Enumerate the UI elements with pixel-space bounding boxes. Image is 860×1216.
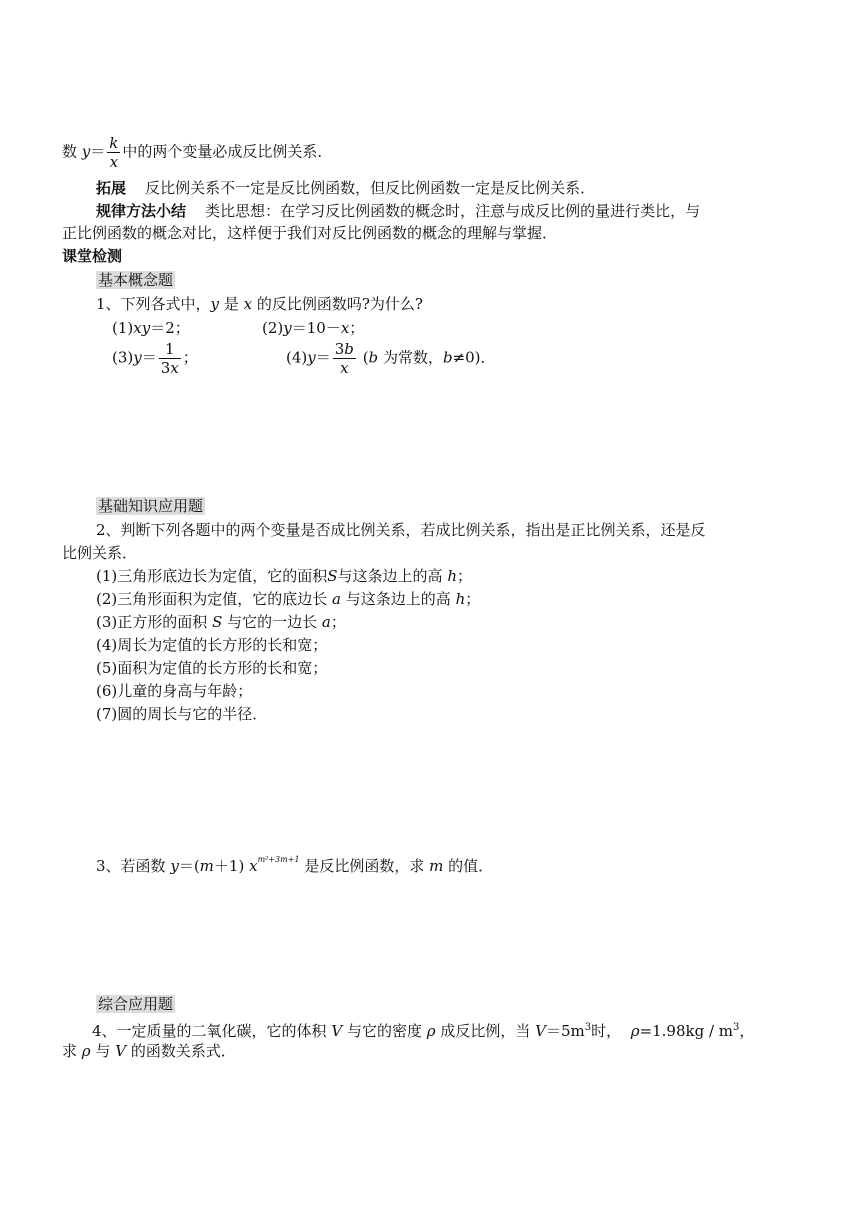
q3-end: 的值． xyxy=(448,857,494,875)
section-heading-application: 基础知识应用题 xyxy=(98,497,204,515)
question-4-line-2 xyxy=(62,1041,236,1061)
q4-text: 求 xyxy=(62,1042,78,1060)
var-rho: ρ xyxy=(630,1022,640,1040)
var-y: y xyxy=(283,319,292,337)
q4-value: ＝5m xyxy=(546,1022,585,1040)
den-coef: 3 xyxy=(160,359,171,377)
fraction-denominator: x xyxy=(109,153,119,171)
equals-sign: ＝ xyxy=(90,142,106,161)
q4-text: 4、一定质量的二氧化碳，它的体积 xyxy=(92,1022,327,1040)
item-text: 与这条边上的高 xyxy=(337,567,443,585)
q4-text: 时， xyxy=(591,1022,622,1040)
var-a: a xyxy=(332,590,341,608)
equals-sign: ＝ xyxy=(315,348,331,367)
num-coef: 3 xyxy=(334,340,345,358)
option-end: ≠0)． xyxy=(452,348,496,367)
fraction-numerator xyxy=(333,340,356,359)
var-y: y xyxy=(307,348,316,367)
question-2-line-2: 比例关系． xyxy=(62,544,138,562)
exponent: m²+3m+1 xyxy=(257,855,300,864)
q3-text: ＝( xyxy=(178,857,200,875)
var-x: x xyxy=(340,319,350,337)
summary-text-2: 正比例函数的概念对比，这样便于我们对反比例函数的概念的理解与掌握． xyxy=(62,224,558,242)
option-expr: xy xyxy=(133,319,151,337)
q2-item-1 xyxy=(96,566,472,586)
fraction-denominator xyxy=(159,359,181,377)
var-S: S xyxy=(327,567,338,585)
q2-item-6: (6)儿童的身高与年龄； xyxy=(96,682,253,700)
q2-item-2 xyxy=(96,589,480,609)
fraction-numerator: k xyxy=(109,134,119,152)
q4-text: 成反比例，当 xyxy=(440,1022,531,1040)
var-x: x xyxy=(243,295,253,313)
option-label: (1) xyxy=(112,319,134,337)
option-mid: ＝10－ xyxy=(291,319,341,337)
summary-line-2 xyxy=(62,223,557,243)
var-S: S xyxy=(212,613,223,631)
q1-option-2 xyxy=(262,318,364,338)
q4-value: =1.98kg / m xyxy=(639,1022,734,1040)
option-text: 为常数， xyxy=(382,348,443,367)
question-3 xyxy=(96,850,493,876)
var-V: V xyxy=(115,1042,127,1060)
var-b: b xyxy=(344,340,354,358)
q1-tail: 的反比例函数吗?为什么? xyxy=(256,295,423,313)
q2-item-3 xyxy=(96,612,346,632)
question-4-line-1 xyxy=(92,1018,754,1041)
fraction-numerator: 1 xyxy=(159,340,181,359)
extension-text: 反比例关系不一定是反比例函数，但反比例函数一定是反比例关系． xyxy=(145,179,596,197)
item-text: 与它的一边长 xyxy=(227,613,318,631)
summary-line-1 xyxy=(96,201,700,221)
var-b: b xyxy=(442,348,453,367)
option-end: ； xyxy=(182,348,198,367)
var-rho: ρ xyxy=(81,1042,91,1060)
q3-text: ＋1) xyxy=(213,857,245,875)
question-2-line-1: 2、判断下列各题中的两个变量是否成比例关系，若成比例关系，指出是正比例关系，还是反 xyxy=(96,521,706,539)
fraction-1-over-3x xyxy=(159,340,181,377)
q4-end: 的函数关系式． xyxy=(130,1042,236,1060)
paren-open: ( xyxy=(362,348,369,367)
var-h: h xyxy=(447,567,457,585)
superscript: 3 xyxy=(584,1022,592,1033)
item-text: 与这条边上的高 xyxy=(345,590,451,608)
var-b: b xyxy=(368,348,379,367)
q4-text: 与 xyxy=(95,1042,111,1060)
q1-option-3 xyxy=(112,340,198,377)
item-text: (3)正方形的面积 xyxy=(96,613,208,631)
sec2-title-line xyxy=(96,496,205,516)
item-text: (1)三角形底边长为定值，它的面积 xyxy=(96,567,328,585)
q1-option-1 xyxy=(112,318,190,338)
item-end: ； xyxy=(330,613,346,631)
intro-prefix: 数 xyxy=(62,142,78,161)
intro-line xyxy=(62,134,332,171)
question-1 xyxy=(96,294,423,314)
section-heading-basic: 基本概念题 xyxy=(98,271,174,289)
q1-prefix: 1、下列各式中， xyxy=(96,295,211,313)
var-a: a xyxy=(321,613,331,631)
fraction-k-over-x xyxy=(107,134,120,171)
q2-item-5: (5)面积为定值的长方形的长和宽； xyxy=(96,659,328,677)
item-text: (2)三角形面积为定值，它的底边长 xyxy=(96,590,328,608)
q3-prefix: 3、若函数 xyxy=(96,857,166,875)
var-y: y xyxy=(133,348,142,367)
option-label: (2) xyxy=(262,319,284,337)
intro-suffix: 中的两个变量必成反比例关系． xyxy=(122,142,333,161)
extension-paragraph xyxy=(96,178,595,198)
sec3-title-line xyxy=(96,994,175,1014)
fraction-3b-over-x xyxy=(333,340,356,377)
q1-option-4 xyxy=(286,340,496,377)
var-x: x xyxy=(170,359,179,377)
summary-text-1: 类比思想：在学习反比例函数的概念时，注意与成反比例的量进行类比，与 xyxy=(205,202,701,220)
var-h: h xyxy=(455,590,466,608)
q2-item-4: (4)周长为定值的长方形的长和宽； xyxy=(96,636,328,654)
sec1-title-line xyxy=(96,270,175,290)
q2-item-7: (7)圆的周长与它的半径． xyxy=(96,705,268,723)
summary-label: 规律方法小结 xyxy=(96,202,187,220)
var-y: y xyxy=(210,295,220,313)
fraction-denominator: x xyxy=(340,359,349,377)
option-label: (3) xyxy=(112,348,134,367)
q1-mid: 是 xyxy=(223,295,239,313)
extension-label: 拓展 xyxy=(96,179,127,197)
var-y: y xyxy=(170,857,179,875)
var-x: x xyxy=(249,857,258,875)
option-label: (4) xyxy=(286,348,308,367)
var-rho: ρ xyxy=(426,1022,436,1040)
item-end: ； xyxy=(457,567,473,585)
var-V: V xyxy=(331,1022,343,1040)
equals-sign: ＝ xyxy=(141,348,157,367)
q3-text: 是反比例函数，求 xyxy=(304,857,425,875)
var-y: y xyxy=(81,142,91,161)
section-title: 课堂检测 xyxy=(62,247,123,265)
item-end: ； xyxy=(465,590,481,608)
q4-text: 与它的密度 xyxy=(346,1022,422,1040)
option-rest: ＝2； xyxy=(150,319,190,337)
q4-text: ， xyxy=(739,1022,755,1040)
var-m: m xyxy=(429,857,444,875)
section-heading-comprehensive: 综合应用题 xyxy=(98,995,174,1013)
var-V: V xyxy=(535,1022,546,1040)
superscript: 3 xyxy=(733,1022,740,1033)
var-m: m xyxy=(199,857,214,875)
option-end: ； xyxy=(349,319,365,337)
